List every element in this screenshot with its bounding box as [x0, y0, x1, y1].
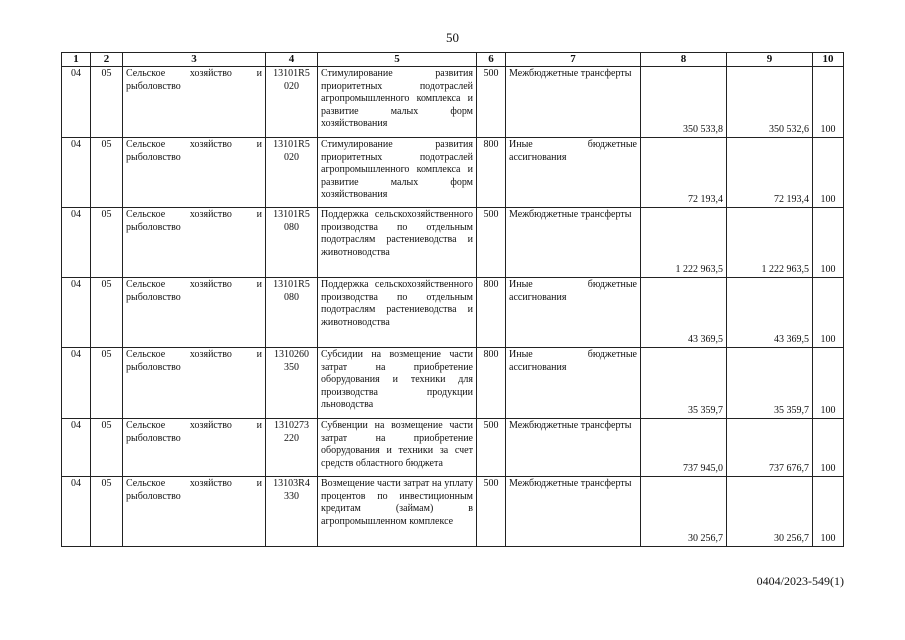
- execution-percent: 100: [813, 208, 844, 278]
- section-code: 04: [62, 419, 91, 477]
- page-number: 50: [446, 30, 459, 45]
- target-article-name: Субсидии на возмещение части затрат на приобретение оборудования и техники для производства продукции льноводства: [318, 348, 477, 419]
- execution-percent: 100: [813, 278, 844, 348]
- section-code: 04: [62, 138, 91, 208]
- target-article-name: Субвенции на возмещение части затрат на приобретение оборудования и техники за счет средств областного бюджета: [318, 419, 477, 477]
- target-article-name: Поддержка сельскохозяйственного производства по отдельным подотраслям растениеводства и животноводства: [318, 208, 477, 278]
- execution-percent: 100: [813, 477, 844, 547]
- target-article-name: Стимулирование развития приоритетных подотраслей агропромышленного комплекса и развитие малых форм хозяйствования: [318, 138, 477, 208]
- expense-type-code: 800: [477, 138, 506, 208]
- column-header-8: 8: [641, 53, 727, 67]
- column-header-5: 5: [318, 53, 477, 67]
- table-row: [62, 67, 844, 138]
- executed-amount: 737 676,7: [727, 419, 813, 477]
- target-article-code: 13101R5 020: [266, 67, 318, 138]
- column-header-9: 9: [727, 53, 813, 67]
- expense-type-code: 500: [477, 477, 506, 547]
- subsection-code: 05: [91, 67, 123, 138]
- planned-amount: 1 222 963,5: [641, 208, 727, 278]
- planned-amount: 350 533,8: [641, 67, 727, 138]
- expense-type-code: 500: [477, 419, 506, 477]
- expense-type-name: Межбюджетные трансферты: [506, 477, 641, 547]
- subsection-code: 05: [91, 138, 123, 208]
- expense-type-name: Иные бюджетные ассигнования: [506, 348, 641, 419]
- subsection-code: 05: [91, 348, 123, 419]
- target-article-code: 13103R4 330: [266, 477, 318, 547]
- expense-type-code: 500: [477, 208, 506, 278]
- section-code: 04: [62, 477, 91, 547]
- executed-amount: 35 359,7: [727, 348, 813, 419]
- execution-percent: 100: [813, 419, 844, 477]
- table-row: [62, 348, 844, 419]
- column-header-7: 7: [506, 53, 641, 67]
- target-article-code: 1310273 220: [266, 419, 318, 477]
- section-name: Сельское хозяйство и рыболовство: [123, 348, 266, 419]
- section-name: Сельское хозяйство и рыболовство: [123, 278, 266, 348]
- section-name: Сельское хозяйство и рыболовство: [123, 208, 266, 278]
- expense-type-code: 500: [477, 67, 506, 138]
- column-header-4: 4: [266, 53, 318, 67]
- target-article-code: 13101R5 080: [266, 278, 318, 348]
- subsection-code: 05: [91, 208, 123, 278]
- budget-table: [61, 52, 844, 547]
- document-code: 0404/2023-549(1): [756, 574, 844, 588]
- expense-type-name: Межбюджетные трансферты: [506, 67, 641, 138]
- column-header-10: 10: [813, 53, 844, 67]
- executed-amount: 43 369,5: [727, 278, 813, 348]
- section-code: 04: [62, 67, 91, 138]
- section-name: Сельское хозяйство и рыболовство: [123, 477, 266, 547]
- section-name: Сельское хозяйство и рыболовство: [123, 138, 266, 208]
- subsection-code: 05: [91, 477, 123, 547]
- executed-amount: 72 193,4: [727, 138, 813, 208]
- planned-amount: 72 193,4: [641, 138, 727, 208]
- table-row: [62, 138, 844, 208]
- executed-amount: 1 222 963,5: [727, 208, 813, 278]
- section-name: Сельское хозяйство и рыболовство: [123, 419, 266, 477]
- expense-type-code: 800: [477, 278, 506, 348]
- expense-type-name: Межбюджетные трансферты: [506, 419, 641, 477]
- expense-type-code: 800: [477, 348, 506, 419]
- subsection-code: 05: [91, 278, 123, 348]
- target-article-code: 1310260 350: [266, 348, 318, 419]
- table-header-row: [62, 53, 844, 67]
- expense-type-name: Иные бюджетные ассигнования: [506, 138, 641, 208]
- expense-type-name: Межбюджетные трансферты: [506, 208, 641, 278]
- column-header-2: 2: [91, 53, 123, 67]
- column-header-1: 1: [62, 53, 91, 67]
- target-article-name: Поддержка сельскохозяйственного производства по отдельным подотраслям растениеводства и животноводства: [318, 278, 477, 348]
- section-code: 04: [62, 348, 91, 419]
- target-article-code: 13101R5 080: [266, 208, 318, 278]
- table-row: [62, 477, 844, 547]
- section-code: 04: [62, 208, 91, 278]
- planned-amount: 43 369,5: [641, 278, 727, 348]
- execution-percent: 100: [813, 67, 844, 138]
- section-name: Сельское хозяйство и рыболовство: [123, 67, 266, 138]
- table-row: [62, 208, 844, 278]
- column-header-3: 3: [123, 53, 266, 67]
- target-article-name: Возмещение части затрат на уплату процентов по инвестиционным кредитам (займам) в агропромышленном комплексе: [318, 477, 477, 547]
- execution-percent: 100: [813, 138, 844, 208]
- executed-amount: 350 532,6: [727, 67, 813, 138]
- executed-amount: 30 256,7: [727, 477, 813, 547]
- planned-amount: 30 256,7: [641, 477, 727, 547]
- expense-type-name: Иные бюджетные ассигнования: [506, 278, 641, 348]
- column-header-6: 6: [477, 53, 506, 67]
- execution-percent: 100: [813, 348, 844, 419]
- target-article-name: Стимулирование развития приоритетных подотраслей агропромышленного комплекса и развитие малых форм хозяйствования: [318, 67, 477, 138]
- planned-amount: 737 945,0: [641, 419, 727, 477]
- section-code: 04: [62, 278, 91, 348]
- table-row: [62, 419, 844, 477]
- planned-amount: 35 359,7: [641, 348, 727, 419]
- subsection-code: 05: [91, 419, 123, 477]
- table-row: [62, 278, 844, 348]
- target-article-code: 13101R5 020: [266, 138, 318, 208]
